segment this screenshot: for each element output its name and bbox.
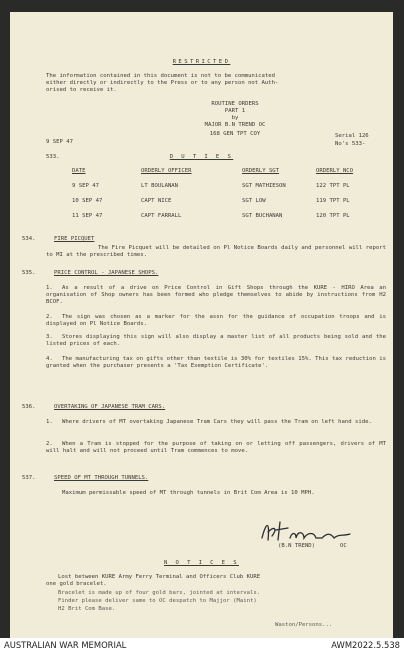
classification-heading: RESTRICTED: [172, 59, 231, 65]
signoff-name: (B.N TREND): [278, 543, 316, 549]
column-header: ORDERLY NCO: [316, 168, 354, 174]
footer-accession-number: AWM2022.5.538: [331, 640, 400, 650]
orders-serial: Serial 126: [335, 133, 369, 139]
archive-footer: [0, 638, 404, 653]
notices-heading: N O T I C E S: [164, 560, 239, 566]
table-cell: SGT MATHIESON: [242, 183, 286, 189]
caveat-line: orised to receive it.: [46, 87, 117, 93]
item-number: 1.: [46, 285, 53, 291]
footer-institution: AUSTRALIAN WAR MEMORIAL: [4, 640, 127, 650]
item-text: Stores displaying this sign will also display a master list of all products being sold and the listed prices of each.: [46, 334, 386, 347]
section-title: SPEED OF MT THROUGH TUNNELS.: [54, 475, 149, 481]
caveat-line: The information contained in this document is not to be communicated: [46, 73, 276, 79]
table-row: [10, 183, 393, 191]
duties-header-row: [10, 168, 393, 176]
notice-line: one gold bracelet.: [46, 581, 107, 587]
orders-date: 9 SEP 47: [46, 139, 73, 145]
item-text: The manufacturing tax on gifts other than textile is 30% for textiles 15%. This tax reduction is granted when the purchaser presents a 'Tax Exemption Certificate'.: [46, 356, 386, 369]
item-text: As a result of a drive on Price Control in Gift Shops through the KURE - HIRO Area an organisation of Shop owners has been formed who pledge themselves to abide by instructions from H2 BCOF.: [46, 285, 386, 305]
duties-number: 533.: [46, 154, 60, 160]
section-text: The Fire Picquet will be detailed on Pl Notice Boards daily and personnel will report to MI at the prescribed times.: [46, 245, 386, 258]
column-header: ORDERLY SGT: [242, 168, 280, 174]
notice-line: H2 Brit Com Base.: [58, 606, 116, 612]
column-header: ORDERLY OFFICER: [141, 168, 192, 174]
table-cell: 119 TPT PL: [316, 198, 350, 204]
notice-line: Lost between KURE Army Ferry Terminal and Officers Club KURE: [58, 574, 261, 580]
orders-part: PART 1: [224, 108, 246, 114]
table-cell: SGT BUCHANAN: [242, 213, 283, 219]
item-number: 1.: [46, 419, 53, 425]
orders-title: ROUTINE ORDERS: [211, 101, 259, 107]
table-cell: 120 TPT PL: [316, 213, 350, 219]
caveat-line: either directly or indirectly to the Press or to any person not Auth-: [46, 80, 279, 86]
table-row: [10, 198, 393, 206]
section-text: Maximum permissable speed of MT through tunnels in Brit Com Area is 10 MPH.: [62, 490, 315, 496]
orders-commander: MAJOR B.N TREND OC: [204, 122, 266, 128]
section-number: 535.: [22, 270, 36, 276]
table-row: [10, 213, 393, 221]
item-text: Where drivers of MT overtaking Japanese Tram Cars they will pass the Tram on left hand side.: [62, 419, 372, 425]
signoff-rank: OC: [340, 543, 347, 549]
item-number: 2.: [46, 314, 53, 320]
table-cell: 122 TPT PL: [316, 183, 350, 189]
orders-by: by: [231, 115, 239, 121]
section-number: 536.: [22, 404, 36, 410]
table-cell: 11 SEP 47: [72, 213, 103, 219]
table-cell: 10 SEP 47: [72, 198, 103, 204]
signature: [258, 518, 358, 546]
table-cell: CAPT NICE: [141, 198, 172, 204]
table-cell: CAPT FARRALL: [141, 213, 182, 219]
section-title: FIRE PICQUET: [54, 236, 95, 242]
item-number: 2.: [46, 441, 53, 447]
section-title: OVERTAKING OF JAPANESE TRAM CARS.: [54, 404, 166, 410]
column-header: DATE: [72, 168, 86, 174]
document-page: [10, 12, 393, 638]
section-number: 537.: [22, 475, 36, 481]
notice-line: Waston/Persons...: [275, 622, 333, 628]
notice-line: Finder please deliver same to OC despatch to Majjor (Maint): [58, 598, 257, 604]
duties-heading: D U T I E S: [169, 154, 234, 160]
item-number: 3.: [46, 334, 53, 340]
orders-unit: 168 GEN TPT COY: [209, 131, 261, 137]
item-number: 4.: [46, 356, 53, 362]
orders-numbers: No's 533-: [335, 141, 366, 147]
notice-line: Bracelet is made up of four gold bars, jointed at intervals.: [58, 590, 261, 596]
table-cell: 9 SEP 47: [72, 183, 99, 189]
item-text: The sign was chosen as a marker for the assn for the guidance of occupation troops and is displayed on Pl Notice Boards.: [46, 314, 386, 327]
table-cell: SGT LOW: [242, 198, 266, 204]
table-cell: LT BOULANAN: [141, 183, 179, 189]
section-title: PRICE CONTROL - JAPANESE SHOPS.: [54, 270, 159, 276]
section-number: 534.: [22, 236, 36, 242]
item-text: When a Tram is stopped for the purpose of taking on or letting off passengers, drivers of MT will halt and will not proceed until Tram commences to move.: [46, 441, 386, 454]
